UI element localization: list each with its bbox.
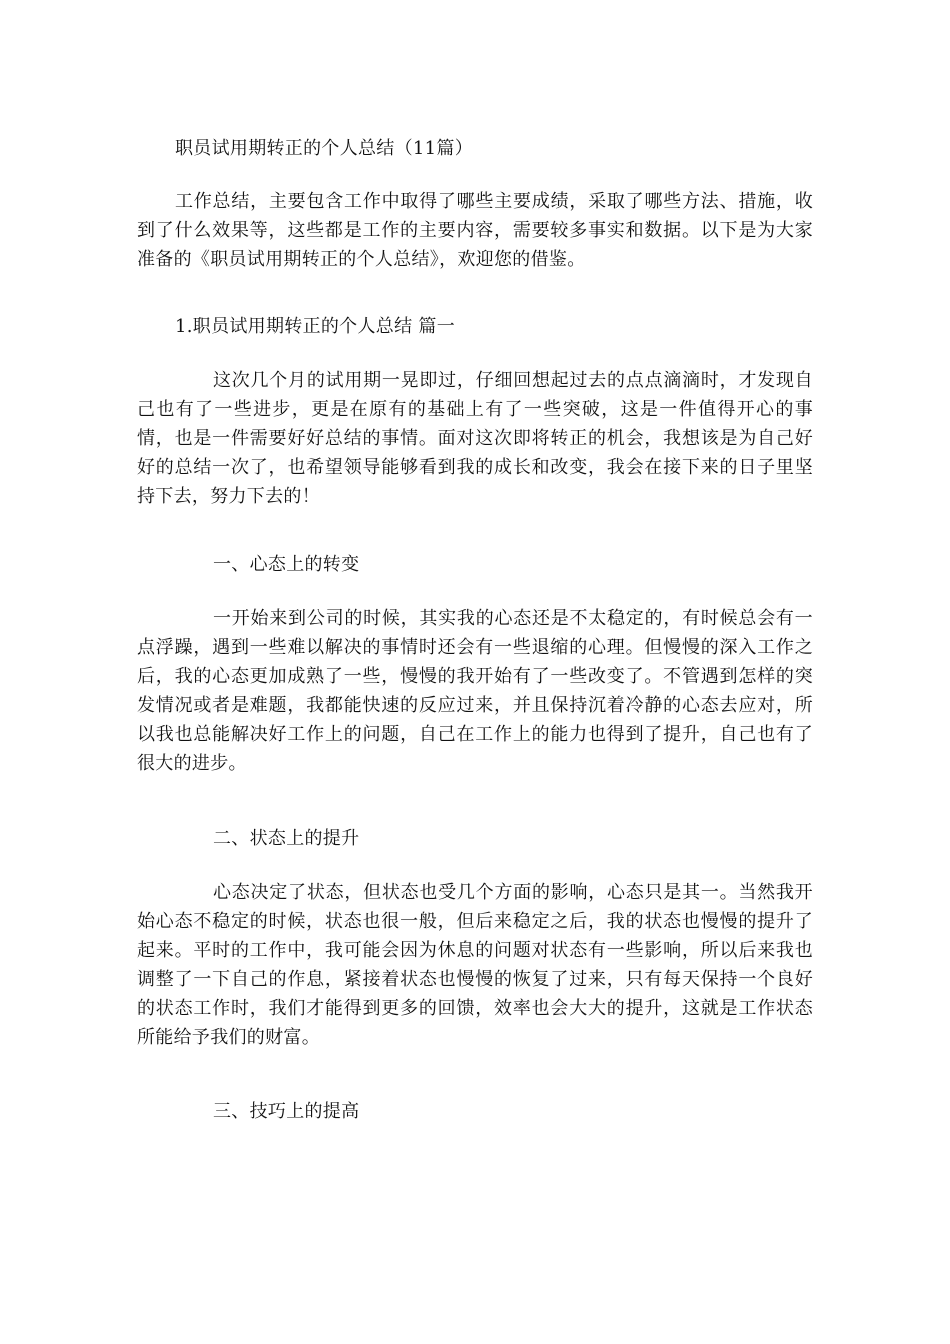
body-paragraph-1: 这次几个月的试用期一晃即过，仔细回想起过去的点点滴滴时，才发现自己也有了一些进步，更是在原有的基础上有了一些突破，这是一件值得开心的事情，也是一件需要好好总结的事情。面对这次即将转正的机会，我想该是为自己好好的总结一次了，也希望领导能够看到我的成长和改变，我会在接下来的日子里坚持下去，努力下去的！ [137, 370, 813, 507]
section-heading: 1.职员试用期转正的个人总结 篇一 [175, 316, 455, 337]
body-paragraph-3: 心态决定了状态，但状态也受几个方面的影响，心态只是其一。当然我开始心态不稳定的时候，状态也很一般，但后来稳定之后，我的状态也慢慢的提升了起来。平时的工作中，我可能会因为休息的问题对状态有一些影响，所以后来我也调整了一下自己的作息，紧接着状态也慢慢的恢复了过来，只有每天保持一个良好的状态工作时，我们才能得到更多的回馈，效率也会大大的提升，这就是工作状态所能给予我们的财富。 [137, 882, 813, 1048]
body-paragraph-2: 一开始来到公司的时候，其实我的心态还是不太稳定的，有时候总会有一点浮躁，遇到一些难以解决的事情时还会有一些退缩的心理。但慢慢的深入工作之后，我的心态更加成熟了一些，慢慢的我开始有了一些改变了。不管遇到怎样的突发情况或者是难题，我都能快速的反应过来，并且保持沉着冷静的心态去应对，所以我也总能解决好工作上的问题，自己在工作上的能力也得到了提升，自己也有了很大的进步。 [137, 608, 813, 774]
intro-paragraph: 工作总结，主要包含工作中取得了哪些主要成绩，采取了哪些方法、措施，收到了什么效果等，这些都是工作的主要内容，需要较多事实和数据。以下是为大家准备的《职员试用期转正的个人总结》，欢迎您的借鉴。 [137, 191, 813, 270]
subheading-1: 一、心态上的转变 [213, 554, 360, 575]
document-title: 职员试用期转正的个人总结（11篇） [175, 138, 474, 159]
subheading-2: 二、状态上的提升 [213, 828, 360, 849]
subheading-3: 三、技巧上的提高 [213, 1101, 360, 1122]
